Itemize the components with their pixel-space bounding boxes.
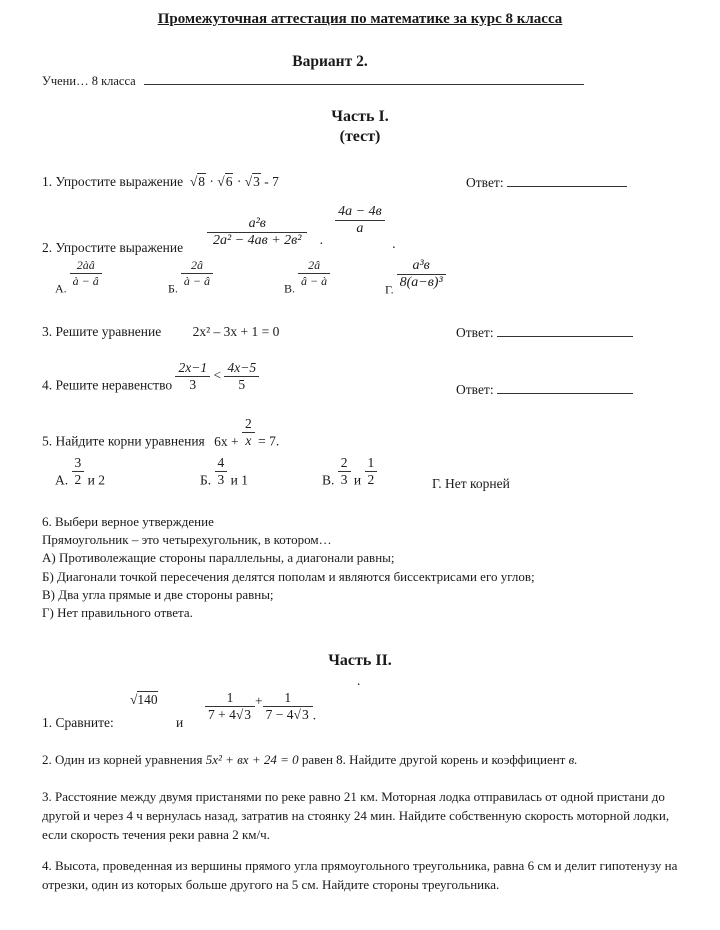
q2-option-c[interactable]: В. $\frac{2â}{â - à}$ <box>284 258 330 296</box>
question-5: 5. Найдите корни уравнения 6x + $\frac{2}{x}$ = 7. <box>42 416 280 449</box>
answer-label: Ответ: <box>456 382 494 397</box>
student-name-line[interactable] <box>144 74 584 85</box>
part1-title: Часть I. <box>331 108 389 125</box>
answer-label: Ответ: <box>456 325 494 340</box>
answer-4 <box>456 381 633 398</box>
q6-option-d[interactable]: Г) Нет правильного ответа. <box>42 605 193 621</box>
question-text: 4. Решите неравенство <box>42 377 173 393</box>
part2-question-1-text: 1. Сравните: <box>42 715 114 730</box>
answer-1-line[interactable] <box>507 174 627 187</box>
fraction: $\frac{4x-5}{5}$ <box>224 360 259 393</box>
question-text: 5. Найдите корни уравнения <box>42 433 205 449</box>
question-3 <box>42 324 279 340</box>
question-6 <box>42 513 535 622</box>
answer-3 <box>456 324 633 341</box>
part1-subtitle: (тест) <box>339 128 381 145</box>
question-4: 4. Решите неравенство $\frac{2x-1}{3}$ < $\frac{4x-5}{5}$ <box>42 360 259 394</box>
answer-4-line[interactable] <box>497 381 633 394</box>
question-text: 3. Решите уравнение <box>42 324 162 339</box>
q6-option-a[interactable]: А) Противолежащие стороны параллельны, а диагонали равны; <box>42 550 395 566</box>
fraction: $\frac{2}{x}$ <box>242 416 255 449</box>
fraction: $\frac{\text{a²в}}{\text{2a² − 4aв + 2в²}}$ <box>207 216 307 249</box>
stray-dot: . <box>357 673 361 688</box>
answer-1 <box>466 174 627 191</box>
part2-question-3: 3. Расстояние между двумя пристанями по реке равно 21 км. Моторная лодка отправилась от одной пристани до другой и через 4 ч вернулась назад, затратив на стоянку 24 мин. Найдите собственную скорость моторной лодки, если скорость течения реки равна 2 км/ч. <box>42 789 670 842</box>
fraction: $\frac{4a - 4в}{a}$ <box>335 204 385 237</box>
fraction: $\frac{2x-1}{3}$ <box>175 360 210 393</box>
answer-3-line[interactable] <box>497 324 633 337</box>
sqrt-3: √3 <box>244 174 260 189</box>
question-2-text: 2. Упростите выражение <box>42 240 184 255</box>
expr-tail: - 7 <box>264 174 279 189</box>
question-1: 1. Упростите выражение √8 · √6 · √3 - 7 <box>42 174 279 189</box>
equation: 5x² + вx + 24 = 0 <box>205 752 299 767</box>
part2-question-4: 4. Высота, проведенная из вершины прямого угла прямоугольного треугольника, равна 6 см и делит гипотенузу на отрезки, один из которых больше другого на 5 см. Найдите стороны треугольника. <box>42 858 678 892</box>
document-title: Промежуточная аттестация по математике за курс 8 класса <box>157 11 563 27</box>
q5-option-a[interactable]: А. $\frac{3}{2}$ и 2 <box>55 455 105 488</box>
fraction-sum: $\frac{1}{7 + 4√3}$ + $\frac{1}{7 - 4√3}$ . <box>205 690 316 724</box>
part2-question-2: 2. Один из корней уравнения 5x² + вx + 24 = 0 равен 8. Найдите другой корень и коэффициент в. <box>42 752 578 767</box>
question-text: 6. Выбери верное утверждение <box>42 514 214 529</box>
q2-option-d[interactable]: Г. $\frac{\text{a³в}}{\text{8(a−в)³}}$ <box>385 258 446 297</box>
sqrt-140: √140 <box>130 692 158 707</box>
question-text: 1. Упростите выражение <box>42 174 184 189</box>
answer-label: Ответ: <box>466 175 504 190</box>
and-word: и <box>176 715 184 730</box>
q6-option-b[interactable]: Б) Диагонали точкой пересечения делятся пополам и являются биссектрисами его углов; <box>42 568 535 584</box>
question-stem: Прямоугольник – это четырехугольник, в котором… <box>42 532 332 548</box>
equation: 2x² – 3x + 1 = 0 <box>192 324 280 339</box>
variant-heading: Вариант 2. <box>292 53 368 70</box>
q2-option-b[interactable]: Б. $\frac{2â}{à - â}$ <box>168 258 213 296</box>
student-label: Учени… 8 класса <box>42 74 136 88</box>
q5-option-c[interactable]: В. $\frac{2}{3}$ и $\frac{1}{2}$ <box>322 455 377 489</box>
student-field <box>42 74 584 89</box>
question-2-expr: $\frac{\text{a²в}}{\text{2a² − 4aв + 2в²}}$ · $\frac{4a - 4в}{a}$ . <box>207 204 396 253</box>
q5-option-d[interactable]: Г. Нет корней <box>432 476 510 491</box>
sqrt-6: √6 <box>217 174 233 189</box>
part2-title: Часть II. <box>328 652 392 669</box>
q5-option-b[interactable]: Б. $\frac{4}{3}$ и 1 <box>200 455 248 488</box>
q2-option-a[interactable]: А. $\frac{2àâ}{à - â}$ <box>55 258 102 296</box>
sqrt-8: √8 <box>189 174 206 189</box>
q6-option-c[interactable]: В) Два угла прямые и две стороны равны; <box>42 586 274 602</box>
